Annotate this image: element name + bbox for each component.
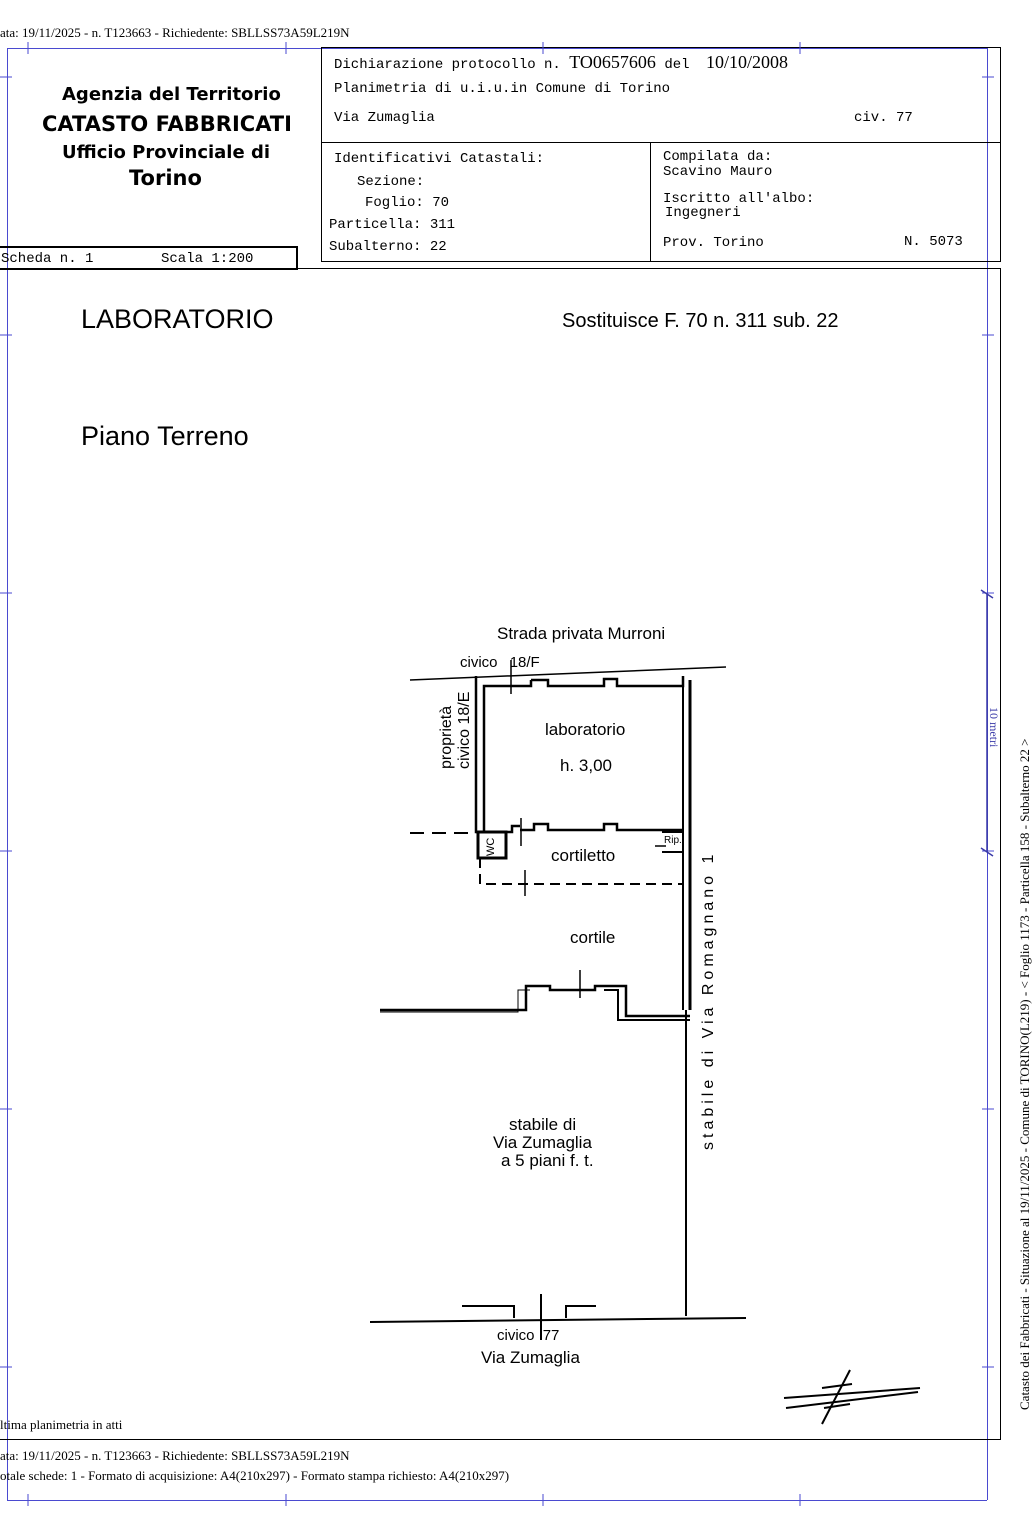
scale-value: Scala 1:200 xyxy=(161,251,254,267)
building-romagnano-label: stabile di Via Romagnano 1 xyxy=(700,850,717,1150)
courtyard-label: cortile xyxy=(570,928,616,947)
civic-top-word: civico xyxy=(460,654,498,671)
room-name: laboratorio xyxy=(545,720,626,739)
protocol-number: TO0657606 xyxy=(569,52,656,72)
address-line: Via Zumaglia xyxy=(334,110,435,126)
street-line-top xyxy=(410,667,726,680)
protocol-date: 10/10/2008 xyxy=(705,52,788,72)
foglio-field: Foglio: 70 xyxy=(365,195,450,211)
replaces-note: Sostituisce F. 70 n. 311 sub. 22 xyxy=(562,310,839,332)
compilata-name: Scavino Mauro xyxy=(663,164,773,180)
footer-format-line: otale schede: 1 - Formato di acquisizione: A4(210x297) - Formato stampa richiesto: A4(210x297) xyxy=(0,1468,510,1483)
building-line3: a 5 piani f. t. xyxy=(501,1151,594,1170)
civic-bottom-label xyxy=(497,1327,559,1344)
ufficio-label: Ufficio Provinciale di xyxy=(62,142,271,163)
scheda-number: Scheda n. 1 xyxy=(1,251,94,267)
subalterno-field: Subalterno: 22 xyxy=(329,239,447,255)
floor-label: Piano Terreno xyxy=(81,421,249,451)
north-arrow-icon xyxy=(784,1370,920,1424)
agency-name: Agenzia del Territorio xyxy=(62,84,281,105)
rip-label: Rip. xyxy=(664,835,682,846)
room-height: h. 3,00 xyxy=(560,756,612,775)
street-bottom-label: Via Zumaglia xyxy=(481,1348,580,1367)
albo-label: Iscritto all'albo: xyxy=(663,191,815,207)
request-line: ata: 19/11/2025 - n. T123663 - Richiedente: SBLLSS73A59L219N xyxy=(0,25,350,40)
particella-field: Particella: 311 xyxy=(329,217,456,233)
wc-label: WC xyxy=(485,837,497,856)
frame-ticks xyxy=(0,42,994,1506)
civic-top-label xyxy=(460,654,540,671)
protocol-del: del xyxy=(664,57,690,73)
street-top-label: Strada privata Murroni xyxy=(497,624,666,643)
plan-title: LABORATORIO xyxy=(81,304,274,334)
last-plan-note: ltima planimetria in atti xyxy=(0,1417,123,1432)
neighbor-ownership: proprietà xyxy=(438,705,455,769)
street-line-bottom xyxy=(370,1318,746,1322)
province-field: Prov. Torino xyxy=(663,235,764,251)
scale-bar-label: 10 metri xyxy=(987,707,1001,748)
planimetria-line: Planimetria di u.i.u.in Comune di Torino xyxy=(334,81,671,97)
civic-bottom-word: civico xyxy=(497,1327,535,1344)
civic-top-number: 18/F xyxy=(509,654,540,671)
building-line2: Via Zumaglia xyxy=(493,1133,592,1152)
vertical-status-note: Catasto dei Fabbricati - Situazione al 19/11/2025 - Comune di TORINO(L219) - < Foglio 1173 - Particella 158 - Subalterno 22 > xyxy=(1017,738,1032,1410)
civic-number: civ. 77 xyxy=(854,110,913,126)
identificativi-title: Identificativi Catastali: xyxy=(334,151,545,167)
footer-request-line: ata: 19/11/2025 - n. T123663 - Richiedente: SBLLSS73A59L219N xyxy=(0,1448,350,1463)
albo-value: Ingegneri xyxy=(665,205,741,221)
registration-number: N. 5073 xyxy=(904,234,963,250)
civic-bottom-number: 77 xyxy=(542,1327,560,1344)
protocol-label: Dichiarazione protocollo n. xyxy=(334,57,561,73)
courtyard-small-label: cortiletto xyxy=(551,846,616,865)
compilata-title: Compilata da: xyxy=(663,149,773,165)
catasto-title: CATASTO FABBRICATI xyxy=(42,112,292,136)
building-line1: stabile di xyxy=(509,1115,577,1134)
neighbor-label xyxy=(438,692,474,769)
ufficio-city: Torino xyxy=(129,166,202,190)
sezione-field: Sezione: xyxy=(357,174,425,190)
neighbor-civic: civico 18/E xyxy=(456,691,473,769)
